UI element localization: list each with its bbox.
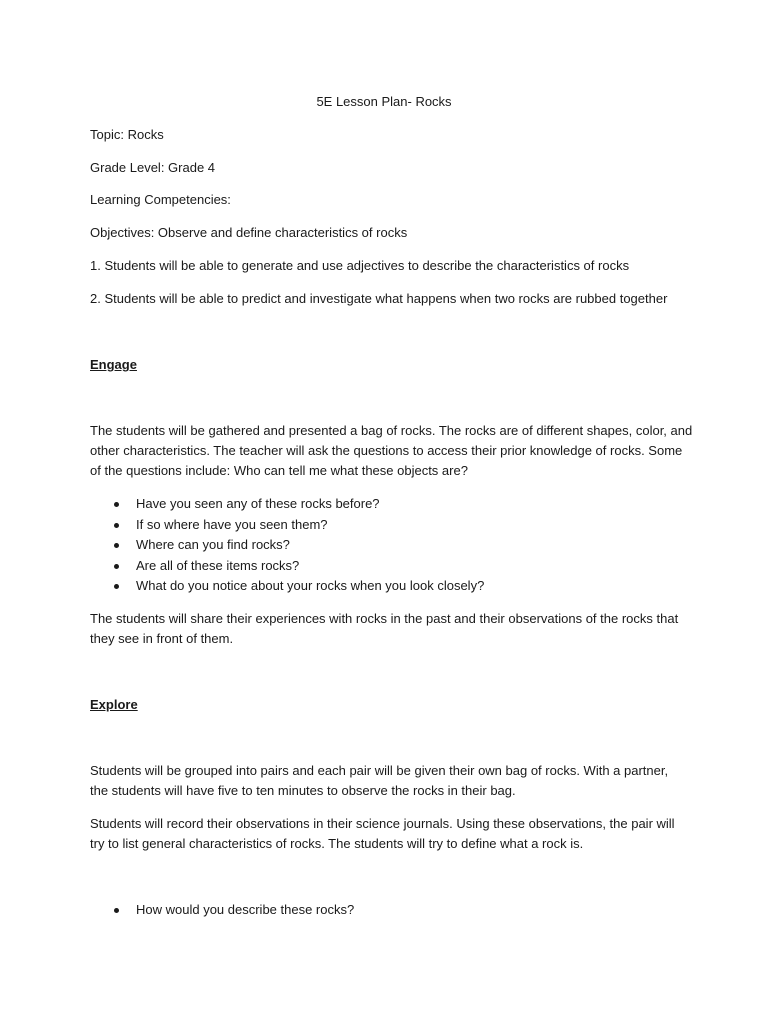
list-item-text: How would you describe these rocks?: [136, 902, 355, 917]
bullet-icon: [114, 908, 119, 913]
engage-question-list: [90, 494, 484, 597]
bullet-icon: [114, 584, 119, 589]
list-item-text: If so where have you seen them?: [136, 516, 328, 532]
objectives-line: Objectives: Observe and define characteristics of rocks: [90, 225, 408, 240]
paragraph-line: other characteristics. The teacher will ask the questions to access their prior knowledge of rocks. Some: [90, 443, 683, 458]
explore-paragraph-1: [90, 761, 690, 801]
list-item: [90, 494, 484, 515]
topic-line: Topic: Rocks: [90, 127, 164, 142]
list-item-text: What do you notice about your rocks when you look closely?: [136, 578, 485, 593]
bullet-icon: [114, 523, 119, 528]
paragraph-line: try to list general characteristics of rocks. The students will try to define what a rock is.: [90, 836, 584, 851]
explore-paragraph-2: [90, 814, 690, 854]
paragraph-line: Students will be grouped into pairs and each pair will be given their own bag of rocks. With a partner,: [90, 763, 669, 778]
list-item: [90, 556, 484, 577]
paragraph-line: they see in front of them.: [90, 631, 234, 646]
list-item: [90, 515, 484, 536]
objective-2: 2. Students will be able to predict and investigate what happens when two rocks are rubbed together: [90, 291, 668, 306]
bullet-icon: [114, 543, 119, 548]
list-item-text: Are all of these items rocks?: [136, 557, 300, 573]
learning-competencies-line: Learning Competencies:: [90, 192, 231, 207]
engage-intro-paragraph: [90, 421, 693, 481]
paragraph-line: the students will have five to ten minutes to observe the rocks in their bag.: [90, 783, 516, 798]
bullet-icon: [114, 502, 119, 507]
document-title: 5E Lesson Plan- Rocks: [316, 94, 452, 109]
engage-closing-paragraph: [90, 609, 690, 649]
bullet-icon: [114, 564, 119, 569]
paragraph-line: of the questions include: Who can tell me what these objects are?: [90, 463, 468, 478]
paragraph-line: The students will share their experiences with rocks in the past and their observations of the rocks that: [90, 611, 679, 626]
paragraph-line: Students will record their observations in their science journals. Using these observations, the pair will: [90, 816, 675, 831]
grade-level-line: Grade Level: Grade 4: [90, 160, 216, 175]
explore-heading: Explore: [90, 697, 138, 712]
list-item-text: Have you seen any of these rocks before?: [136, 496, 380, 511]
list-item: [90, 576, 484, 597]
paragraph-line: The students will be gathered and presented a bag of rocks. The rocks are of different shapes, color, and: [90, 423, 693, 438]
objective-1: 1. Students will be able to generate and use adjectives to describe the characteristics of rocks: [90, 258, 630, 273]
engage-heading: Engage: [90, 357, 137, 372]
list-item: [90, 900, 354, 921]
list-item-text: Where can you find rocks?: [136, 537, 290, 552]
explore-question-list: [90, 900, 354, 921]
list-item: [90, 535, 484, 556]
